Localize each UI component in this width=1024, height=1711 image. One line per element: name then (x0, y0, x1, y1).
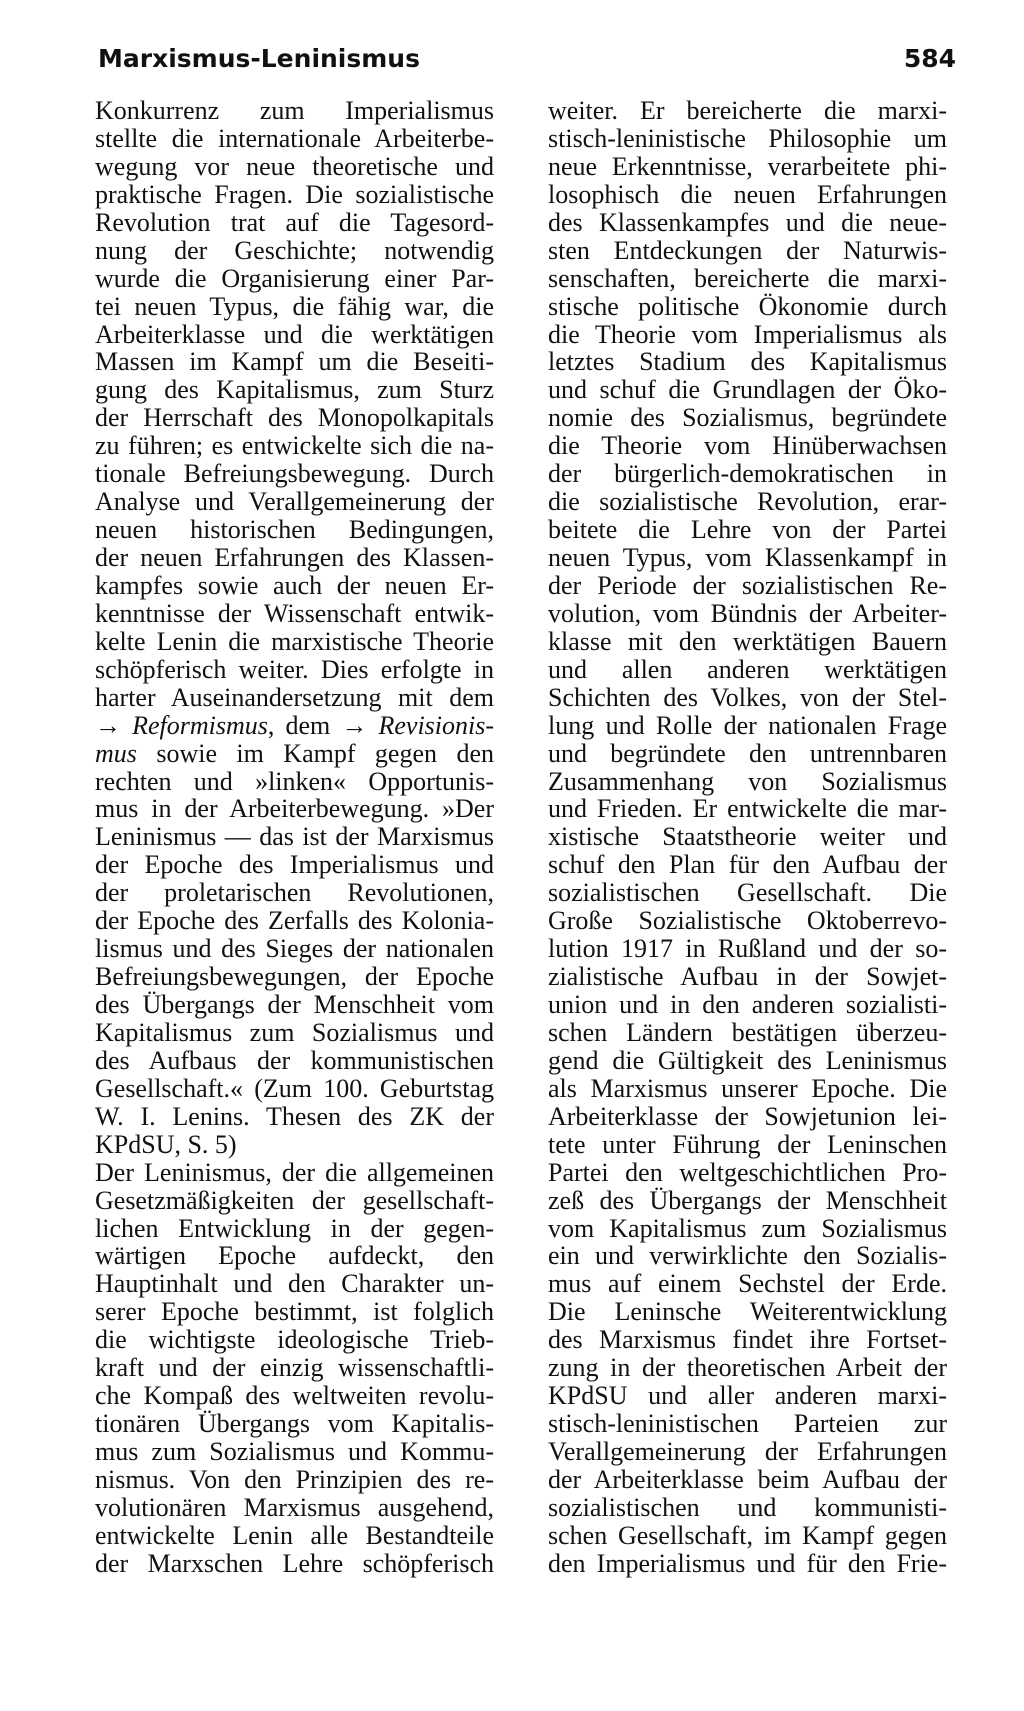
text-line: schöpferisch weiter. Dies erfolgte in (95, 654, 494, 684)
text-line: volutionären Marxismus ausgehend, (95, 1492, 494, 1522)
text-line: neuen historischen Bedingungen, (95, 515, 494, 545)
text-line: kenntnisse der Wissenschaft entwik- (95, 598, 494, 628)
text-line: tete unter Führung der Leninschen (548, 1129, 947, 1159)
text-line: → Reformismus, dem → Revisionis- (95, 710, 495, 740)
text-line: Massen im Kampf um die Beseiti- (95, 347, 494, 377)
text-line: der neuen Erfahrungen des Klassen- (95, 543, 494, 572)
text-line: xistische Staatstheorie weiter und (548, 822, 947, 852)
text-line: gung des Kapitalismus, zum Sturz (95, 375, 494, 405)
text-line: den Imperialismus und für den Frie- (548, 1548, 947, 1578)
text-line: des Marxismus findet ihre Fortset- (548, 1325, 947, 1355)
text-line: W. I. Lenins. Thesen des ZK der (95, 1101, 494, 1131)
text-line: und allen anderen werktätigen (548, 654, 947, 684)
text-line: Revolution trat auf die Tagesord- (95, 207, 494, 237)
text-line: die Theorie vom Hinüberwachsen (548, 431, 947, 461)
text-line: neuen Typus, vom Klassenkampf in (548, 543, 947, 572)
text-line: kelte Lenin die marxistische Theorie (95, 626, 494, 656)
text-line: nomie des Sozialismus, begründete (548, 403, 947, 433)
text-line: nung der Geschichte; notwendig (95, 235, 494, 265)
text-line: der proletarischen Revolutionen, (95, 878, 494, 908)
running-title: Marxismus-Leninismus (98, 44, 420, 73)
text-line: mus in der Arbeiterbewegung. »Der (95, 794, 494, 824)
text-line: stisch-leninistische Philosophie um (548, 123, 947, 153)
text-line: schuf den Plan für den Aufbau der (548, 850, 947, 880)
text-line: klasse mit den werktätigen Bauern (548, 626, 947, 656)
text-line: zeß des Übergangs der Menschheit (548, 1185, 947, 1215)
text-line: des Klassenkampfes und die neue- (548, 207, 947, 237)
text-line: nismus. Von den Prinzipien des re- (95, 1464, 494, 1494)
page-number: 584 (903, 44, 956, 73)
text-line: Arbeiterklasse der Sowjetunion lei- (548, 1101, 947, 1131)
text-line: mus sowie im Kampf gegen den (95, 738, 494, 768)
text-line: Partei den weltgeschichtlichen Pro- (548, 1157, 947, 1187)
text-line: senschaften, bereicherte die marxi- (548, 263, 947, 293)
text-line: lismus und des Sieges der nationalen (95, 934, 494, 964)
text-line: der Periode der sozialistischen Re- (548, 570, 947, 600)
text-line: Gesetzmäßigkeiten der gesellschaft- (95, 1185, 494, 1215)
text-line: des Aufbaus der kommunistischen (95, 1045, 494, 1075)
text-line: Kapitalismus zum Sozialismus und (95, 1017, 494, 1047)
text-line: lung und Rolle der nationalen Frage (548, 710, 947, 740)
text-line: die wichtigste ideologische Trieb- (95, 1325, 494, 1355)
text-line: serer Epoche bestimmt, ist folglich (95, 1297, 494, 1327)
text-line: Der Leninismus, der die allgemeinen (95, 1157, 494, 1187)
text-line: letztes Stadium des Kapitalismus (548, 347, 947, 377)
text-line: der Arbeiterklasse beim Aufbau der (548, 1464, 947, 1494)
text-line: tei neuen Typus, die fähig war, die (95, 291, 494, 321)
text-line: gend die Gültigkeit des Leninismus (548, 1045, 947, 1075)
text-line: Analyse und Verallgemeinerung der (95, 487, 494, 517)
text-line: der Herrschaft des Monopolkapitals (95, 403, 494, 433)
text-line: tionale Befreiungsbewegung. Durch (95, 459, 494, 489)
text-line: weiter. Er bereicherte die marxi- (548, 96, 947, 125)
text-line: Große Sozialistische Oktoberrevo- (548, 906, 947, 936)
text-line: Zusammenhang von Sozialismus (548, 766, 947, 796)
text-line: der Marxschen Lehre schöpferisch (95, 1548, 494, 1578)
text-line: und begründete den untrennbaren (548, 738, 947, 768)
text-line: stellte die internationale Arbeiterbe- (95, 123, 494, 153)
text-line: sten Entdeckungen der Naturwis- (548, 235, 947, 265)
text-line: harter Auseinandersetzung mit dem (95, 682, 494, 712)
text-line: mus auf einem Sechstel der Erde. (548, 1269, 947, 1299)
text-line: die sozialistische Revolution, erar- (548, 487, 947, 517)
text-line: stisch-leninistischen Parteien zur (548, 1409, 947, 1439)
text-line: kampfes sowie auch der neuen Er- (95, 570, 494, 600)
text-line: der Epoche des Zerfalls des Kolonia- (95, 906, 494, 936)
text-line: die Theorie vom Imperialismus als (548, 319, 947, 349)
text-line: volution, vom Bündnis der Arbeiter- (548, 598, 947, 628)
text-line: mus zum Sozialismus und Kommu- (95, 1437, 494, 1466)
text-line: tionären Übergangs vom Kapitalis- (95, 1409, 494, 1439)
text-line: lichen Entwicklung in der gegen- (95, 1213, 494, 1243)
text-line: Konkurrenz zum Imperialismus (95, 96, 494, 125)
text-line: des Übergangs der Menschheit vom (95, 990, 494, 1019)
text-line: wegung vor neue theoretische und (95, 151, 494, 181)
text-line: zu führen; es entwickelte sich die na- (95, 431, 494, 461)
text-line: sozialistischen und kommunisti- (548, 1492, 947, 1522)
text-line: neue Erkenntnisse, verarbeitete phi- (548, 151, 947, 181)
text-line: Arbeiterklasse und die werktätigen (95, 319, 494, 349)
page-header (98, 44, 956, 84)
text-line: Gesellschaft.« (Zum 100. Geburtstag (95, 1073, 494, 1103)
text-line: union und in den anderen sozialisti- (548, 990, 947, 1019)
text-line: praktische Fragen. Die sozialistische (95, 179, 494, 209)
text-line: rechten und »linken« Opportunis- (95, 766, 494, 796)
text-line: und schuf die Grundlagen der Öko- (548, 375, 947, 405)
text-line: KPdSU, S. 5) (95, 1129, 237, 1159)
text-line: wurde die Organisierung einer Par- (95, 263, 494, 293)
text-line: zung in der theoretischen Arbeit der (548, 1353, 947, 1383)
text-line: stische politische Ökonomie durch (548, 291, 947, 321)
text-line: entwickelte Lenin alle Bestandteile (95, 1520, 494, 1550)
text-line: sozialistischen Gesellschaft. Die (548, 878, 947, 908)
text-line: Hauptinhalt und den Charakter un- (95, 1269, 494, 1299)
text-line: schen Gesellschaft, im Kampf gegen (548, 1520, 947, 1550)
text-line: lution 1917 in Rußland und der so- (548, 934, 947, 964)
text-line: Schichten des Volkes, von der Stel- (548, 682, 947, 712)
text-line: KPdSU und aller anderen marxi- (548, 1381, 947, 1411)
text-line: wärtigen Epoche aufdeckt, den (95, 1241, 494, 1271)
text-line: losophisch die neuen Erfahrungen (548, 179, 947, 209)
text-line: Befreiungsbewegungen, der Epoche (95, 962, 494, 992)
text-line: als Marxismus unserer Epoche. Die (548, 1073, 947, 1103)
text-line: ein und verwirklichte den Sozialis- (548, 1241, 947, 1271)
text-line: und Frieden. Er entwickelte die mar- (548, 794, 947, 824)
text-line: der bürgerlich-demokratischen in (548, 459, 947, 489)
left-text-column (95, 97, 494, 1578)
text-line: kraft und der einzig wissenschaftli- (95, 1353, 494, 1383)
text-line: schen Ländern bestätigen überzeu- (548, 1017, 947, 1047)
text-line: Die Leninsche Weiterentwicklung (548, 1297, 947, 1327)
right-text-column (548, 97, 947, 1578)
text-line: Leninismus — das ist der Marxismus (95, 822, 494, 852)
text-line: vom Kapitalismus zum Sozialismus (548, 1213, 947, 1243)
text-line: che Kompaß des weltweiten revolu- (95, 1381, 494, 1411)
text-line: Verallgemeinerung der Erfahrungen (548, 1437, 947, 1466)
text-line: der Epoche des Imperialismus und (95, 850, 494, 880)
text-line: zialistische Aufbau in der Sowjet- (548, 962, 947, 992)
text-line: beitete die Lehre von der Partei (548, 515, 947, 545)
